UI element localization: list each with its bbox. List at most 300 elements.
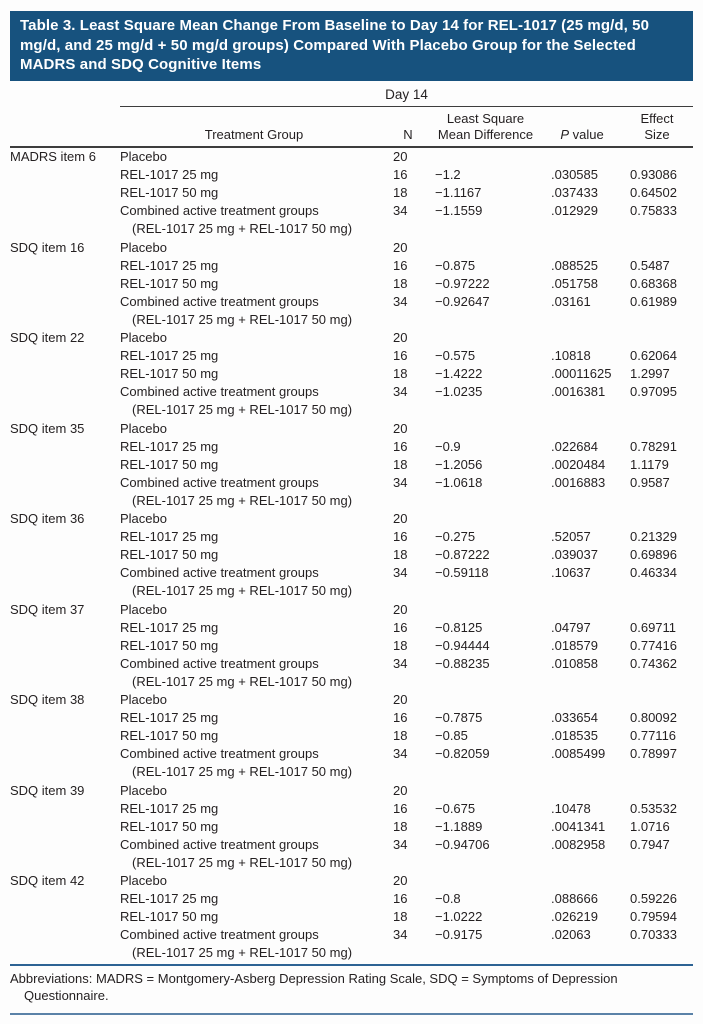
cell-group: Placebo (120, 511, 167, 526)
cell-group: Placebo (120, 601, 167, 617)
cell-item (10, 275, 120, 293)
cell-es (621, 691, 693, 710)
table-section (10, 600, 693, 691)
cell-n: 18 (393, 456, 408, 472)
cell-n: 20 (393, 511, 408, 526)
cell-item (10, 311, 120, 329)
cell-group: REL-1017 50 mg (120, 456, 219, 472)
cell-group: REL-1017 25 mg (120, 800, 219, 816)
cell-group: Combined active treatment groups (120, 565, 319, 580)
table-title: Table 3. Least Square Mean Change From Baseline to Day 14 for REL-1017 (25 mg/d, 50 mg/d, and 25 mg/d + 50 mg/d groups) Compared With Placebo Group for the Selected MADRS and SDQ Cognitive Items (10, 11, 693, 81)
cell-es: 0.61989 (630, 293, 677, 309)
table-subrow (10, 492, 693, 510)
table-row (10, 691, 693, 710)
cell-p: .088666 (551, 891, 598, 906)
cell-item (10, 456, 120, 474)
col-header-p-value (543, 106, 621, 147)
cell-group: Combined active treatment groups (120, 836, 319, 852)
cell-p: .039037 (551, 547, 598, 562)
cell-n: 16 (393, 710, 408, 725)
cell-p: .010858 (551, 655, 598, 671)
table-row (10, 546, 693, 564)
table-section (10, 510, 693, 601)
cell-diff (428, 147, 543, 167)
cell-group: Placebo (120, 782, 167, 798)
cell-item (10, 763, 120, 781)
cell-es: 0.53532 (630, 800, 677, 816)
cell-item (10, 854, 120, 872)
table-row (10, 836, 693, 854)
p-header-rest: value (568, 126, 604, 142)
table-header (10, 87, 693, 147)
cell-group: Combined active treatment groups (120, 655, 319, 671)
table-row (10, 474, 693, 492)
cell-group: REL-1017 50 mg (120, 275, 219, 291)
table-row (10, 456, 693, 474)
cell-item (10, 383, 120, 401)
cell-diff (428, 419, 543, 438)
cell-diff: −0.94444 (435, 637, 490, 653)
cell-p: .037433 (551, 185, 598, 200)
table-row (10, 890, 693, 908)
cell-group: Combined active treatment groups (120, 203, 319, 218)
cell-diff: −0.9 (435, 438, 461, 454)
effect-line2: Size (644, 126, 670, 142)
cell-p: .033654 (551, 710, 598, 725)
table-row (10, 709, 693, 727)
cell-group: Placebo (120, 149, 167, 164)
table-row (10, 419, 693, 438)
table-section (10, 872, 693, 963)
cell-p: .0085499 (551, 746, 606, 761)
cell-group: Combined active treatment groups (120, 384, 319, 399)
cell-es (621, 419, 693, 438)
cell-group: REL-1017 50 mg (120, 185, 219, 200)
table-subrow (10, 582, 693, 600)
cell-item (10, 220, 120, 238)
table-row (10, 745, 693, 763)
table-subrow (10, 854, 693, 872)
cell-group: Placebo (120, 692, 167, 707)
cell-group: REL-1017 50 mg (120, 818, 219, 834)
table-row (10, 275, 693, 293)
table-row (10, 727, 693, 745)
cell-n: 34 (393, 927, 408, 942)
cell-group: REL-1017 25 mg (120, 710, 219, 725)
cell-p (543, 781, 621, 800)
cell-p (543, 600, 621, 619)
lsmd-line1: Least Square (446, 110, 525, 126)
table-footnote-block (10, 964, 693, 1015)
cell-diff (428, 329, 543, 348)
cell-diff: −0.88235 (435, 655, 490, 671)
cell-n: 16 (393, 891, 408, 906)
cell-n: 34 (393, 293, 408, 309)
cell-item: SDQ item 22 (10, 330, 85, 345)
table-row (10, 510, 693, 529)
cell-item (10, 474, 120, 492)
cell-n: 18 (393, 275, 408, 291)
cell-n: 20 (393, 692, 408, 707)
cell-p: .0016883 (551, 474, 606, 490)
col-header-least-square-mean-difference (428, 106, 543, 147)
p-header-italic: P (560, 126, 569, 142)
cell-p (543, 691, 621, 710)
cell-p (543, 419, 621, 438)
cell-diff: −0.92647 (435, 293, 490, 309)
cell-p (543, 510, 621, 529)
cell-group-sub: (REL-1017 25 mg + REL-1017 50 mg) (132, 764, 353, 779)
cell-es: 0.21329 (630, 529, 677, 544)
cell-group-sub: (REL-1017 25 mg + REL-1017 50 mg) (132, 311, 353, 327)
table-row (10, 800, 693, 818)
cell-es (621, 147, 693, 167)
cell-p: .018579 (551, 637, 598, 653)
cell-group: REL-1017 25 mg (120, 167, 219, 182)
cell-n: 16 (393, 348, 408, 363)
cell-item (10, 944, 120, 962)
cell-p (543, 872, 621, 891)
cell-es: 1.0716 (630, 818, 670, 834)
cell-p: .088525 (551, 257, 598, 273)
cell-es: 0.93086 (630, 167, 677, 182)
cell-item (10, 528, 120, 546)
cell-n: 34 (393, 565, 408, 580)
cell-group: REL-1017 25 mg (120, 619, 219, 635)
cell-group: Combined active treatment groups (120, 927, 319, 942)
table-row (10, 926, 693, 944)
cell-es: 0.77416 (630, 637, 677, 653)
cell-item (10, 202, 120, 220)
spanner-row (10, 87, 693, 107)
cell-diff: −0.94706 (435, 836, 490, 852)
cell-es (621, 872, 693, 891)
cell-n: 16 (393, 619, 408, 635)
cell-group: Placebo (120, 873, 167, 888)
cell-group-sub: (REL-1017 25 mg + REL-1017 50 mg) (132, 492, 353, 508)
cell-es (621, 510, 693, 529)
table-section (10, 147, 693, 239)
cell-diff: −0.85 (435, 728, 468, 743)
cell-group: Combined active treatment groups (120, 293, 319, 309)
cell-group: REL-1017 50 mg (120, 728, 219, 743)
cell-item (10, 619, 120, 637)
table-row (10, 637, 693, 655)
cell-diff: −1.2056 (435, 456, 483, 472)
cell-item (10, 582, 120, 600)
cell-item (10, 564, 120, 582)
cell-diff (428, 600, 543, 619)
table-row (10, 528, 693, 546)
cell-item: SDQ item 37 (10, 601, 85, 617)
cell-group-sub: (REL-1017 25 mg + REL-1017 50 mg) (132, 221, 353, 236)
cell-n: 20 (393, 149, 408, 164)
cell-n: 16 (393, 167, 408, 182)
table-row (10, 655, 693, 673)
table-section (10, 691, 693, 782)
table-row (10, 872, 693, 891)
cell-es: 0.77116 (630, 728, 677, 743)
data-table (10, 87, 693, 963)
cell-n: 16 (393, 800, 408, 816)
cell-n: 18 (393, 547, 408, 562)
cell-item (10, 727, 120, 745)
cell-diff: −1.0222 (435, 909, 483, 924)
cell-p: .10818 (551, 348, 591, 363)
cell-diff: −0.875 (435, 257, 476, 273)
cell-diff (428, 238, 543, 257)
cell-es: 0.69896 (630, 547, 677, 562)
cell-p: .52057 (551, 529, 591, 544)
table-subrow (10, 401, 693, 419)
cell-p: .0020484 (551, 456, 606, 472)
table-row (10, 908, 693, 926)
cell-n: 20 (393, 873, 408, 888)
cell-diff: −0.8 (435, 891, 461, 906)
cell-group: REL-1017 50 mg (120, 909, 219, 924)
table-footnote: Abbreviations: MADRS = Montgomery-Asberg Depression Rating Scale, SDQ = Symptoms of Depression Questionnaire. (10, 971, 618, 1003)
cell-item: SDQ item 35 (10, 420, 85, 436)
cell-item (10, 890, 120, 908)
cell-diff: −0.675 (435, 800, 476, 816)
cell-p: .051758 (551, 275, 598, 291)
col-header-effect-size (621, 106, 693, 147)
cell-p: .022684 (551, 438, 598, 454)
cell-es: 0.62064 (630, 348, 677, 363)
cell-item (10, 637, 120, 655)
table-subrow (10, 220, 693, 238)
table-row (10, 147, 693, 167)
cell-n: 20 (393, 239, 408, 255)
lsmd-line2: Mean Difference (437, 126, 534, 142)
cell-group: REL-1017 25 mg (120, 891, 219, 906)
cell-es: 0.80092 (630, 710, 677, 725)
cell-n: 20 (393, 420, 408, 436)
cell-p: .0082958 (551, 836, 606, 852)
cell-group: REL-1017 50 mg (120, 547, 219, 562)
cell-item (10, 184, 120, 202)
cell-group: REL-1017 50 mg (120, 366, 219, 381)
cell-item (10, 438, 120, 456)
table-row (10, 184, 693, 202)
table-row (10, 202, 693, 220)
table-row (10, 564, 693, 582)
effect-line1: Effect (640, 110, 674, 126)
cell-item: SDQ item 36 (10, 511, 85, 526)
cell-es: 0.69711 (630, 619, 677, 635)
cell-diff: −0.87222 (435, 547, 490, 562)
cell-p: .0041341 (551, 818, 606, 834)
cell-group-sub: (REL-1017 25 mg + REL-1017 50 mg) (132, 583, 353, 598)
cell-n: 34 (393, 655, 408, 671)
cell-n: 20 (393, 782, 408, 798)
table-row (10, 619, 693, 637)
cell-es: 0.78291 (630, 438, 677, 454)
cell-item (10, 401, 120, 419)
spanner-day14: Day 14 (120, 87, 693, 107)
cell-n: 18 (393, 366, 408, 381)
cell-diff: −0.97222 (435, 275, 490, 291)
cell-n: 34 (393, 746, 408, 761)
cell-p: .02063 (551, 927, 591, 942)
table-subrow (10, 311, 693, 329)
cell-p: .030585 (551, 167, 598, 182)
cell-item (10, 492, 120, 510)
cell-p: .10478 (551, 800, 591, 816)
table-row (10, 781, 693, 800)
table-section (10, 329, 693, 420)
cell-diff: −0.575 (435, 348, 476, 363)
cell-p: .03161 (551, 293, 591, 309)
cell-diff: −0.9175 (435, 927, 483, 942)
cell-item (10, 709, 120, 727)
cell-es: 0.9587 (630, 474, 670, 490)
cell-item (10, 166, 120, 184)
cell-group: Combined active treatment groups (120, 746, 319, 761)
cell-item (10, 546, 120, 564)
col-header-treatment-group: Treatment Group (120, 106, 388, 147)
table-section (10, 238, 693, 329)
table-subrow (10, 944, 693, 962)
cell-item (10, 800, 120, 818)
table-row (10, 329, 693, 348)
col-header-item (10, 106, 120, 147)
cell-n: 18 (393, 818, 408, 834)
table-row (10, 600, 693, 619)
cell-diff: −1.1559 (435, 203, 483, 218)
column-header-row (10, 106, 693, 147)
cell-n: 16 (393, 438, 408, 454)
cell-n: 18 (393, 728, 408, 743)
cell-group: REL-1017 25 mg (120, 348, 219, 363)
cell-group: Combined active treatment groups (120, 474, 319, 490)
cell-n: 18 (393, 637, 408, 653)
table-row (10, 257, 693, 275)
table-subrow (10, 673, 693, 691)
cell-es: 0.75833 (630, 203, 677, 218)
cell-n: 34 (393, 384, 408, 399)
spanner-spacer (10, 87, 120, 107)
table-section (10, 419, 693, 510)
cell-es: 0.46334 (630, 565, 677, 580)
cell-group: REL-1017 25 mg (120, 438, 219, 454)
table-row (10, 347, 693, 365)
cell-item (10, 745, 120, 763)
cell-n: 20 (393, 330, 408, 345)
table-row (10, 818, 693, 836)
cell-n: 16 (393, 257, 408, 273)
cell-n: 34 (393, 474, 408, 490)
cell-diff: −1.2 (435, 167, 461, 182)
cell-n: 20 (393, 601, 408, 617)
cell-diff (428, 510, 543, 529)
cell-group-sub: (REL-1017 25 mg + REL-1017 50 mg) (132, 402, 353, 417)
cell-item (10, 347, 120, 365)
table-subrow (10, 763, 693, 781)
cell-p: .04797 (551, 619, 591, 635)
cell-diff: −0.8125 (435, 619, 483, 635)
cell-es (621, 600, 693, 619)
cell-diff: −1.0235 (435, 384, 483, 399)
cell-es: 0.70333 (630, 927, 677, 942)
table-row (10, 293, 693, 311)
cell-diff: −0.82059 (435, 746, 490, 761)
cell-p: .10637 (551, 565, 591, 580)
cell-item: SDQ item 38 (10, 692, 85, 707)
cell-n: 18 (393, 185, 408, 200)
cell-es: 0.5487 (630, 257, 670, 273)
cell-es (621, 781, 693, 800)
cell-item (10, 818, 120, 836)
cell-group-sub: (REL-1017 25 mg + REL-1017 50 mg) (132, 945, 353, 960)
cell-es (621, 238, 693, 257)
cell-group-sub: (REL-1017 25 mg + REL-1017 50 mg) (132, 673, 353, 689)
cell-n: 16 (393, 529, 408, 544)
cell-diff (428, 691, 543, 710)
cell-p (543, 238, 621, 257)
cell-item (10, 836, 120, 854)
cell-es: 1.1179 (630, 456, 669, 472)
cell-diff: −0.275 (435, 529, 476, 544)
col-header-n: N (388, 106, 428, 147)
cell-p: .00011625 (551, 366, 612, 381)
cell-diff (428, 781, 543, 800)
cell-group: Placebo (120, 330, 167, 345)
cell-es: 1.2997 (630, 366, 670, 381)
cell-diff: −0.59118 (435, 565, 489, 580)
cell-item (10, 293, 120, 311)
cell-item: SDQ item 16 (10, 239, 85, 255)
table-row (10, 383, 693, 401)
cell-item (10, 655, 120, 673)
cell-item (10, 257, 120, 275)
cell-group: REL-1017 25 mg (120, 257, 219, 273)
cell-p: .0016381 (551, 384, 606, 399)
cell-p: .012929 (551, 203, 598, 218)
cell-diff: −0.7875 (435, 710, 483, 725)
table-row (10, 438, 693, 456)
cell-group-sub: (REL-1017 25 mg + REL-1017 50 mg) (132, 854, 353, 870)
cell-es: 0.78997 (630, 746, 677, 761)
cell-diff: −1.1889 (435, 818, 483, 834)
cell-n: 18 (393, 909, 408, 924)
table-row (10, 238, 693, 257)
cell-p (543, 147, 621, 167)
cell-n: 34 (393, 203, 408, 218)
cell-diff (428, 872, 543, 891)
cell-group: REL-1017 25 mg (120, 529, 219, 544)
cell-es: 0.79594 (630, 909, 677, 924)
table-row (10, 166, 693, 184)
cell-es: 0.7947 (630, 836, 670, 852)
cell-item (10, 365, 120, 383)
cell-p: .018535 (551, 728, 598, 743)
cell-n: 34 (393, 836, 408, 852)
cell-diff: −1.1167 (435, 185, 482, 200)
cell-es: 0.59226 (630, 891, 677, 906)
cell-p: .026219 (551, 909, 598, 924)
cell-es: 0.74362 (630, 655, 677, 671)
cell-es: 0.97095 (630, 384, 677, 399)
table-row (10, 365, 693, 383)
cell-item: MADRS item 6 (10, 149, 96, 164)
cell-item (10, 673, 120, 691)
cell-es (621, 329, 693, 348)
cell-diff: −1.0618 (435, 474, 483, 490)
cell-item (10, 908, 120, 926)
cell-group: REL-1017 50 mg (120, 637, 219, 653)
table-section (10, 781, 693, 872)
